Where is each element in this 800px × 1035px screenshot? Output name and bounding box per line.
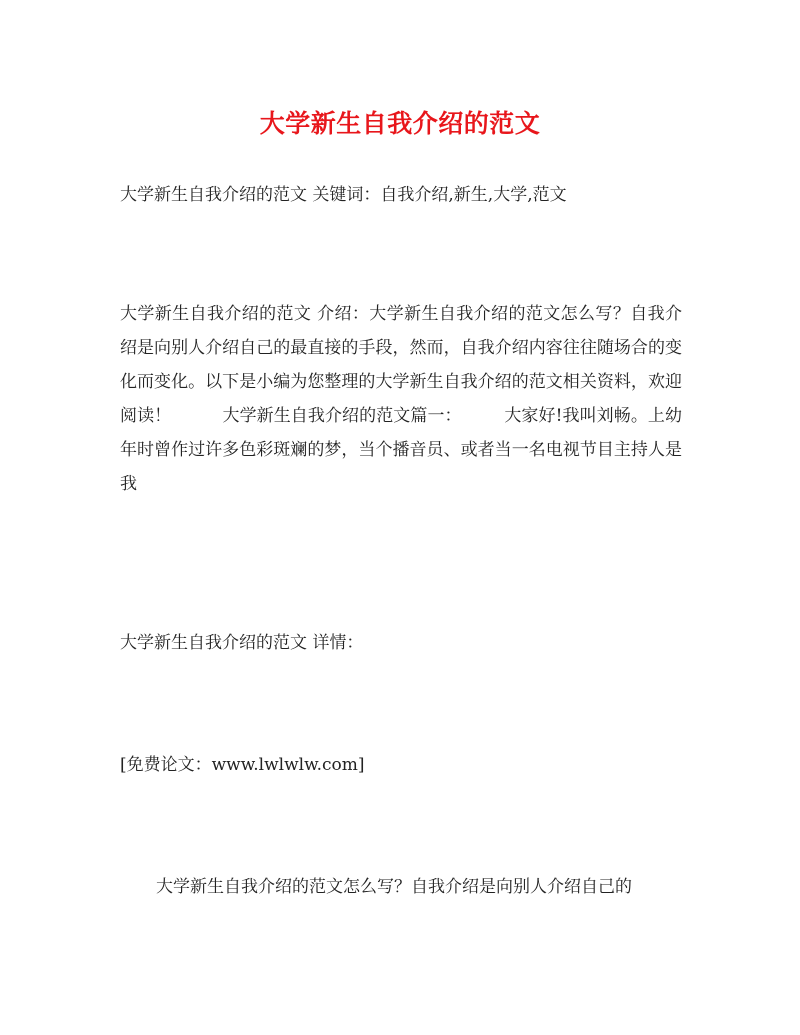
keywords-line: 大学新生自我介绍的范文 关键词：自我介绍,新生,大学,范文 — [120, 185, 567, 205]
intro-paragraph: 大学新生自我介绍的范文 介绍：大学新生自我介绍的范文怎么写？自我介绍是向别人介绍自己的最直接的手段，然而，自我介绍内容往往随场合的变化而变化。以下是小编为您整理的大学新生自我介绍的范文相关资料，欢迎阅读！ 大学新生自我介绍的范文篇一： 大家好!我叫刘畅。上幼年时曾作过许多色彩斑斓的梦，当个播音员、或者当一名电视节目主持人是我 — [120, 304, 682, 494]
free-paper-link[interactable]: [免费论文：www.lwlwlw.com] — [120, 755, 365, 775]
document-title: 大学新生自我介绍的范文 — [259, 109, 541, 138]
details-line: 大学新生自我介绍的范文 详情： — [120, 633, 364, 653]
continuation-paragraph: 大学新生自我介绍的范文怎么写？自我介绍是向别人介绍自己的 — [156, 877, 632, 897]
